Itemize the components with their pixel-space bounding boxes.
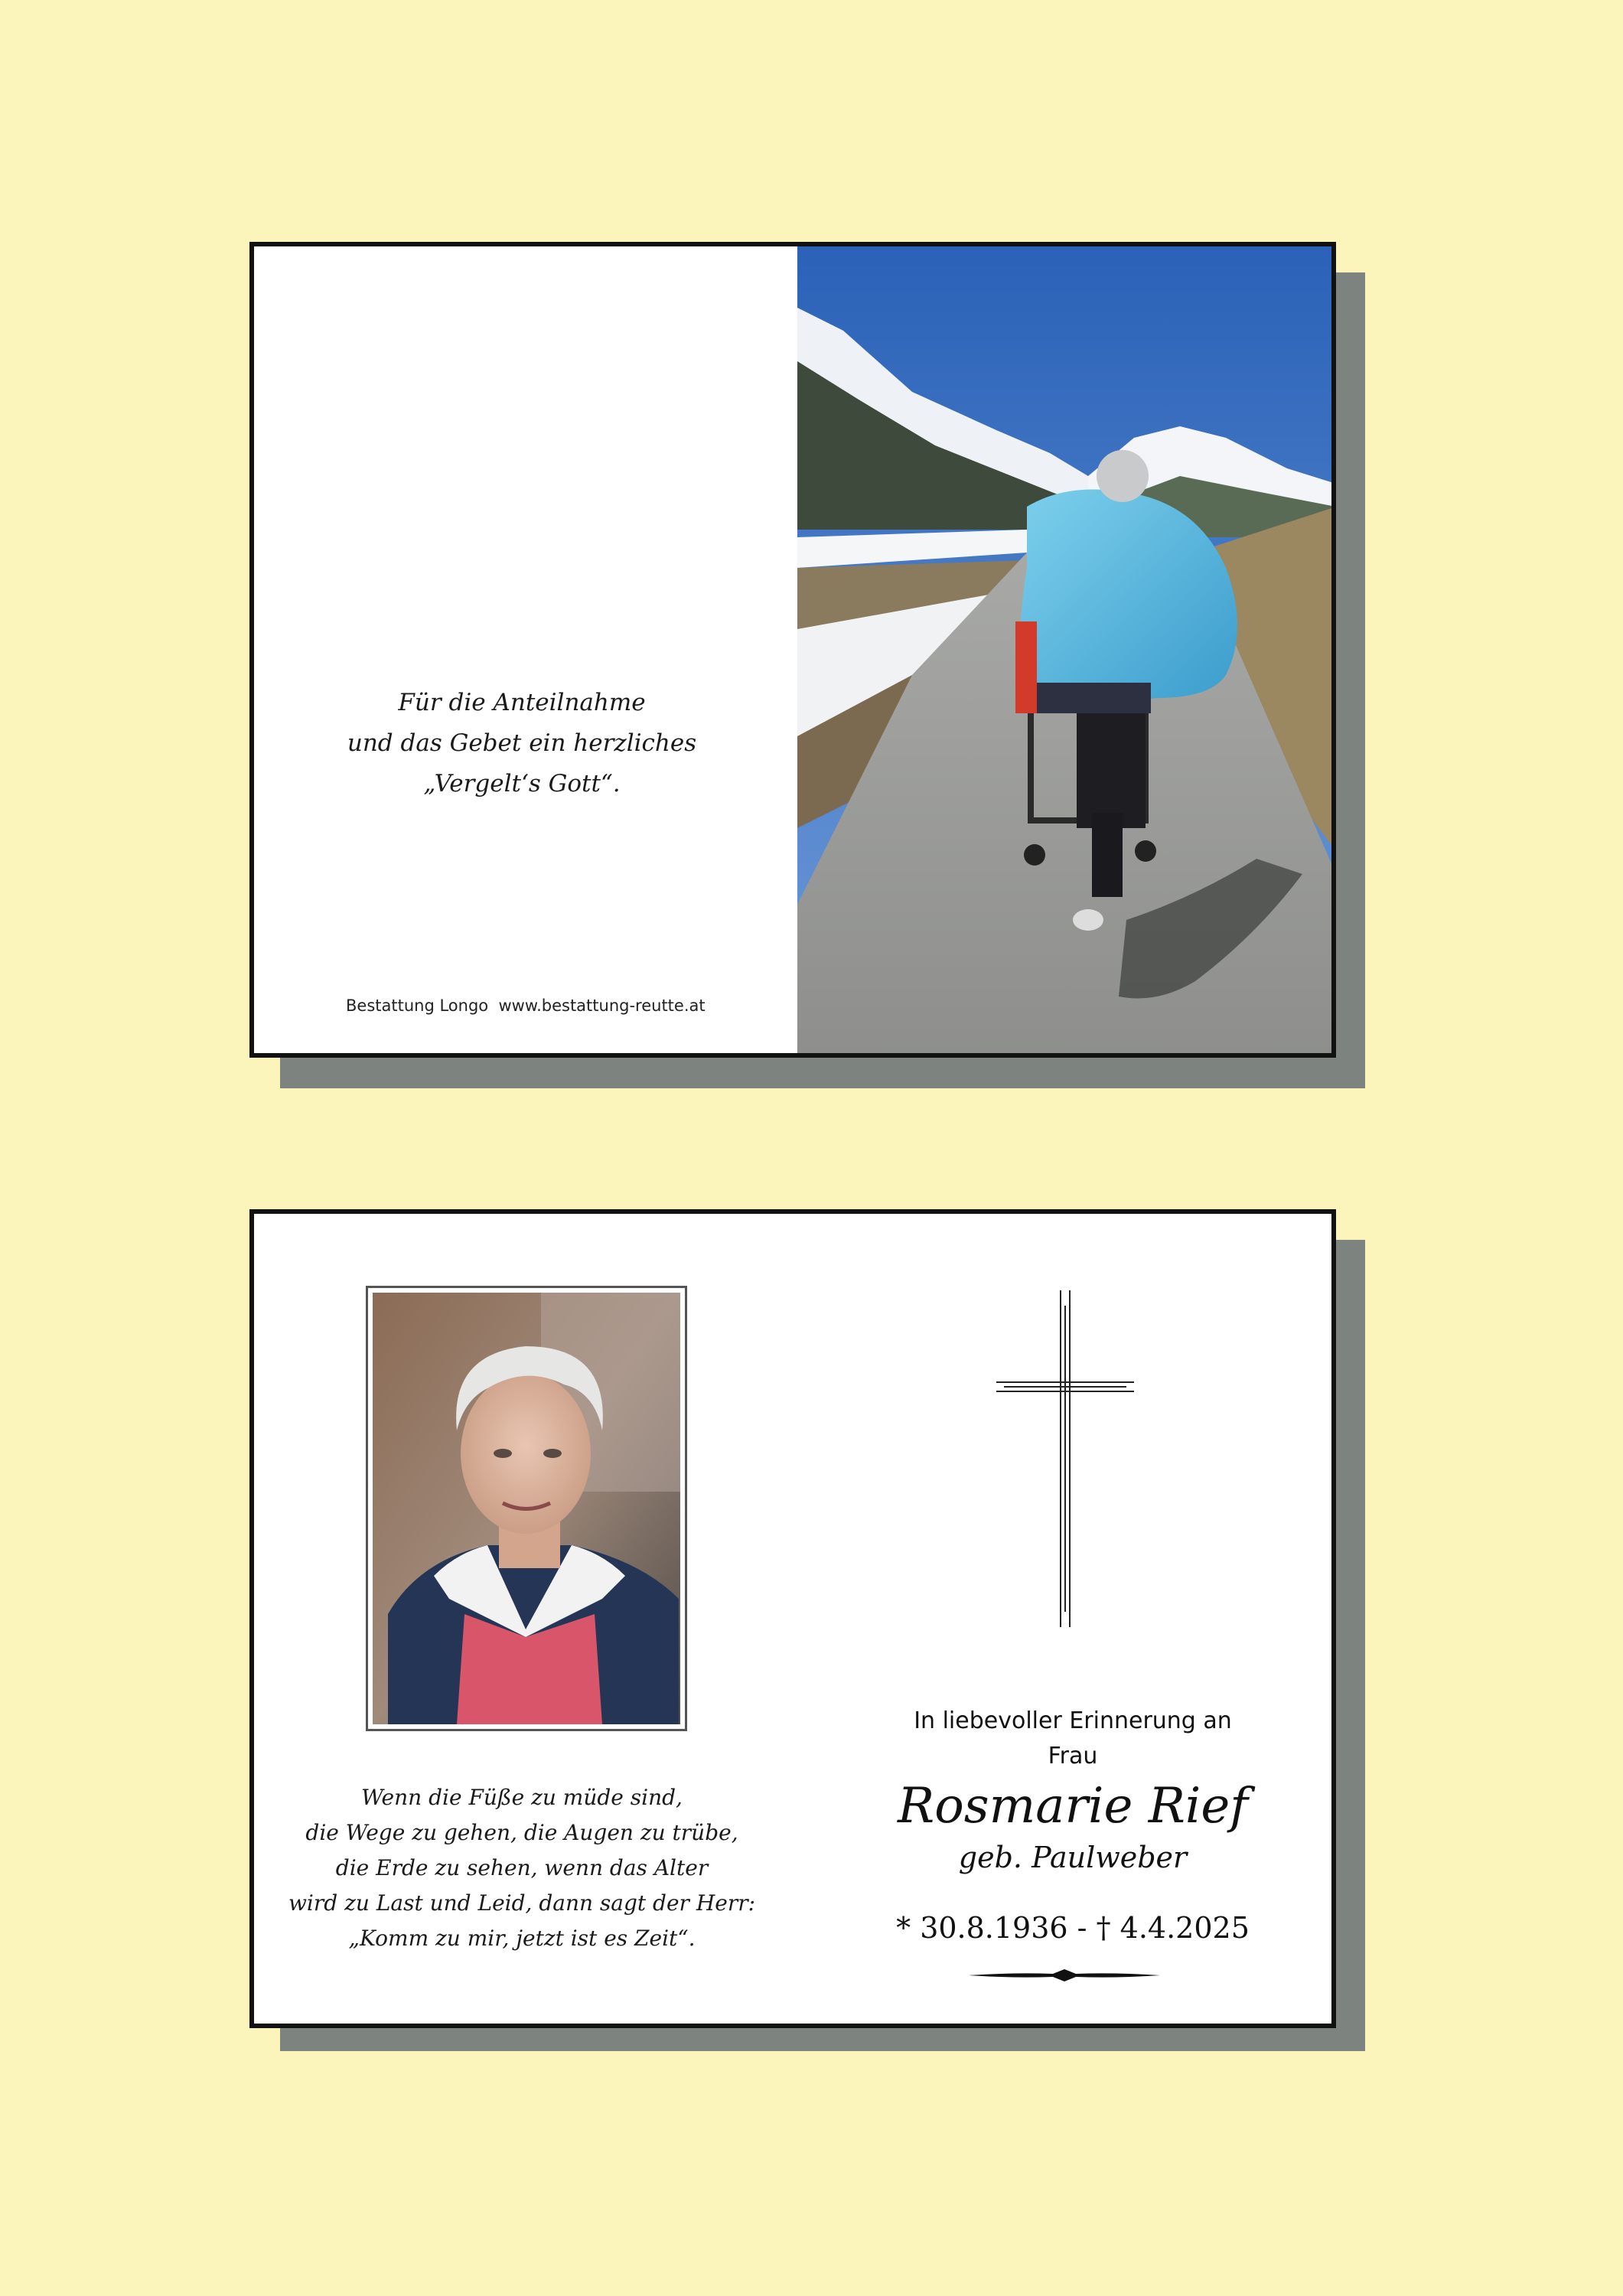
- mountain-walk-photo: [797, 246, 1336, 1053]
- poem-line-5: „Komm zu mir, jetzt ist es Zeit“.: [348, 1926, 696, 1951]
- poem-line-1: Wenn die Füße zu müde sind,: [361, 1785, 683, 1810]
- thanks-line-3: „Vergelt‘s Gott“.: [423, 770, 621, 797]
- cross-icon: [996, 1290, 1134, 1627]
- portrait-photo: [373, 1293, 680, 1724]
- card-back: [249, 1209, 1336, 2028]
- poem-line-3: die Erde zu sehen, wenn das Alter: [335, 1855, 709, 1880]
- thanks-line-2: und das Gebet ein herzliches: [347, 729, 697, 757]
- life-dates: * 30.8.1936 - † 4.4.2025: [896, 1911, 1250, 1945]
- maiden-name: geb. Paulweber: [958, 1841, 1188, 1874]
- thanks-line-1: Für die Anteilnahme: [398, 689, 646, 716]
- thanks-text: [254, 683, 790, 804]
- portrait-frame: [366, 1286, 687, 1731]
- intro-line-1: In liebevoller Erinnerung an: [914, 1707, 1232, 1734]
- card-front: [249, 242, 1336, 1058]
- memorial-intro: [836, 1704, 1310, 1774]
- funeral-home-footer: Bestattung Longo www.bestattung-reutte.at: [346, 996, 706, 1015]
- deceased-name: Rosmarie Rief: [898, 1778, 1248, 1835]
- poem-line-4: wird zu Last und Leid, dann sagt der Herr:: [288, 1890, 756, 1916]
- intro-line-2: Frau: [1048, 1743, 1098, 1769]
- ornament-divider-icon: [969, 1967, 1160, 1984]
- poem-line-2: die Wege zu gehen, die Augen zu trübe,: [305, 1820, 738, 1845]
- poem-text: [254, 1780, 790, 1956]
